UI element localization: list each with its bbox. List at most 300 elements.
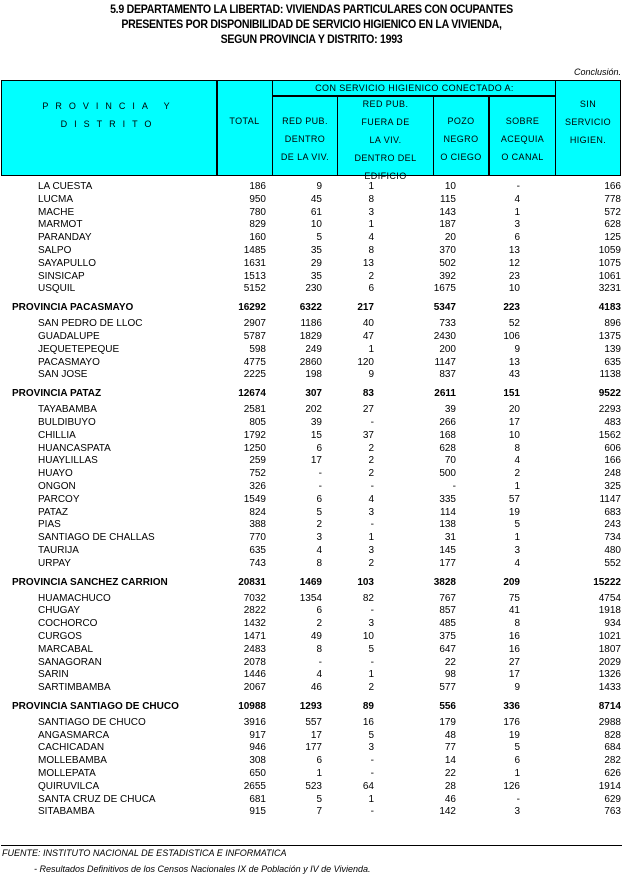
- cell-red-fuera: 2: [368, 442, 374, 454]
- cell-pozo: 200: [439, 343, 456, 355]
- cell-red-fuera: 1: [368, 181, 374, 192]
- row-name: COCHORCO: [38, 618, 98, 630]
- row-name: ONGON: [38, 480, 76, 492]
- cell-red-fuera: -: [370, 755, 374, 767]
- header-col4-line: O CANAL: [501, 152, 544, 162]
- cell-acequia: 17: [508, 416, 520, 428]
- row-name: SAYAPULLO: [38, 257, 96, 269]
- header-col4-line: SOBRE: [505, 116, 540, 126]
- cell-red-fuera: 103: [357, 576, 374, 588]
- cell-acequia: 6: [514, 755, 520, 767]
- district-row: [0, 644, 623, 657]
- cell-red-fuera: -: [370, 806, 374, 818]
- cell-sin-servicio: 15222: [593, 576, 621, 588]
- district-row: [0, 443, 623, 456]
- cell-acequia: 57: [508, 493, 520, 505]
- district-row: [0, 593, 623, 606]
- header-col4: [490, 112, 555, 166]
- cell-sin-servicio: 1138: [599, 369, 621, 381]
- cell-sin-servicio: 282: [604, 755, 621, 767]
- cell-total: 259: [249, 455, 266, 467]
- cell-sin-servicio: 9522: [598, 388, 621, 400]
- cell-acequia: -: [516, 793, 520, 805]
- cell-total: 3916: [243, 716, 266, 728]
- cell-pozo: 22: [444, 768, 456, 780]
- cell-red-fuera: 4: [368, 232, 374, 244]
- cell-pozo: 485: [439, 618, 456, 630]
- row-name: SANTIAGO DE CHUCO: [38, 716, 146, 728]
- cell-total: 743: [249, 557, 266, 569]
- cell-total: 2078: [243, 656, 266, 668]
- cell-red-dentro: 35: [310, 270, 322, 282]
- cell-pozo: 187: [439, 219, 456, 231]
- cell-red-dentro: 9: [316, 181, 322, 192]
- cell-red-fuera: 6: [368, 283, 374, 295]
- cell-red-fuera: 1: [368, 793, 374, 805]
- cell-sin-servicio: 4754: [598, 592, 621, 604]
- cell-red-fuera: 3: [368, 206, 374, 218]
- cell-red-dentro: 1829: [299, 330, 322, 342]
- cell-total: 829: [249, 219, 266, 231]
- cell-acequia: 4: [514, 557, 520, 569]
- cell-red-dentro: 29: [310, 257, 322, 269]
- cell-acequia: 3: [514, 219, 520, 231]
- district-row: [0, 605, 623, 618]
- cell-sin-servicio: 763: [604, 806, 621, 818]
- source-detail: - Resultados Definitivos de los Censos Nacionales IX de Población y IV de Vivienda.: [34, 864, 371, 874]
- cell-pozo: 733: [439, 318, 456, 330]
- cell-pozo: 48: [444, 729, 456, 741]
- cell-red-dentro: 4: [316, 669, 322, 681]
- cell-red-dentro: 1: [316, 768, 322, 780]
- cell-red-dentro: 1469: [299, 576, 322, 588]
- footer-divider: [1, 845, 622, 846]
- district-row: [0, 258, 623, 271]
- row-name: MARMOT: [38, 219, 83, 231]
- header-col2: [338, 95, 433, 185]
- district-row: [0, 618, 623, 631]
- cell-acequia: 336: [503, 700, 520, 712]
- row-name: PROVINCIA PACASMAYO: [12, 302, 134, 314]
- district-row: [0, 404, 623, 417]
- cell-sin-servicio: 325: [604, 480, 621, 492]
- cell-red-fuera: 4: [368, 493, 374, 505]
- cell-pozo: 502: [439, 257, 456, 269]
- cell-acequia: 17: [508, 669, 520, 681]
- cell-total: 2067: [243, 682, 266, 694]
- cell-sin-servicio: 1918: [598, 605, 621, 617]
- cell-total: 1485: [243, 244, 266, 256]
- district-row: [0, 455, 623, 468]
- cell-sin-servicio: 684: [604, 742, 621, 754]
- cell-acequia: 5: [514, 742, 520, 754]
- cell-acequia: 52: [508, 318, 520, 330]
- cell-red-dentro: 198: [305, 369, 322, 381]
- cell-total: 946: [249, 742, 266, 754]
- cell-sin-servicio: 166: [604, 181, 621, 192]
- cell-red-dentro: 17: [310, 729, 322, 741]
- cell-pozo: 392: [439, 270, 456, 282]
- district-row: [0, 519, 623, 532]
- cell-red-fuera: 64: [362, 780, 374, 792]
- district-row: [0, 357, 623, 370]
- row-name: USQUIL: [38, 283, 76, 295]
- row-name: BULDIBUYO: [38, 416, 96, 428]
- cell-sin-servicio: 828: [604, 729, 621, 741]
- cell-red-dentro: 6: [316, 442, 322, 454]
- cell-acequia: 4: [514, 193, 520, 205]
- district-row: [0, 682, 623, 695]
- cell-red-dentro: 230: [305, 283, 322, 295]
- cell-red-fuera: 83: [362, 388, 374, 400]
- cell-total: 160: [249, 232, 266, 244]
- cell-sin-servicio: 166: [604, 455, 621, 467]
- header-col1-line: DE LA VIV.: [280, 152, 330, 162]
- cell-total: 2483: [243, 643, 266, 655]
- cell-red-dentro: 17: [310, 455, 322, 467]
- row-name: PROVINCIA SANTIAGO DE CHUCO: [12, 700, 179, 712]
- cell-red-dentro: 6: [316, 605, 322, 617]
- province-row: [0, 385, 623, 403]
- row-name: SITABAMBA: [38, 806, 95, 818]
- cell-total: 805: [249, 416, 266, 428]
- cell-total: 917: [249, 729, 266, 741]
- district-row: [0, 730, 623, 743]
- cell-total: 950: [249, 193, 266, 205]
- cell-red-fuera: 3: [368, 506, 374, 518]
- district-row: [0, 532, 623, 545]
- cell-red-fuera: 217: [357, 302, 374, 314]
- title-line-1: 5.9 DEPARTAMENTO LA LIBERTAD: VIVIENDAS PARTICULARES CON OCUPANTES: [110, 4, 513, 16]
- cell-sin-servicio: 626: [604, 768, 621, 780]
- district-row: [0, 232, 623, 245]
- header-total: TOTAL: [229, 116, 260, 126]
- cell-red-dentro: 5: [316, 793, 322, 805]
- cell-pozo: 375: [439, 630, 456, 642]
- cell-pozo: 2430: [433, 330, 456, 342]
- title-line-3: SEGUN PROVINCIA Y DISTRITO: 1993: [220, 34, 403, 46]
- cell-sin-servicio: 1562: [598, 429, 621, 441]
- cell-sin-servicio: 2029: [598, 656, 621, 668]
- cell-pozo: 20: [444, 232, 456, 244]
- cell-red-dentro: 45: [310, 193, 322, 205]
- cell-total: 2225: [243, 369, 266, 381]
- cell-pozo: 31: [444, 532, 456, 544]
- district-row: [0, 806, 623, 819]
- cell-red-fuera: 2: [368, 455, 374, 467]
- cell-pozo: 77: [444, 742, 456, 754]
- row-name: URPAY: [38, 557, 71, 569]
- cell-pozo: 3828: [433, 576, 456, 588]
- cell-red-dentro: 1186: [300, 318, 322, 330]
- district-row: [0, 468, 623, 481]
- cell-red-fuera: -: [370, 519, 374, 531]
- row-name: CHILLIA: [38, 429, 76, 441]
- district-row: [0, 781, 623, 794]
- cell-total: 12674: [238, 388, 266, 400]
- cell-red-dentro: 557: [305, 716, 322, 728]
- cell-acequia: 1: [514, 206, 520, 218]
- cell-red-fuera: 1: [368, 532, 374, 544]
- cell-pozo: 370: [439, 244, 456, 256]
- cell-acequia: 151: [503, 388, 520, 400]
- cell-red-dentro: 6: [316, 755, 322, 767]
- row-name: SARIN: [38, 669, 69, 681]
- district-row: [0, 417, 623, 430]
- cell-red-dentro: 46: [310, 682, 322, 694]
- cell-sin-servicio: 125: [604, 232, 621, 244]
- cell-total: 1432: [243, 618, 266, 630]
- cell-total: 2907: [243, 318, 266, 330]
- cell-pozo: 143: [439, 206, 456, 218]
- cell-red-fuera: -: [370, 656, 374, 668]
- cell-pozo: -: [452, 480, 456, 492]
- header-col5-line: HIGIEN.: [569, 135, 607, 145]
- header-col3-line: NEGRO: [443, 134, 479, 144]
- row-name: SINSICAP: [38, 270, 85, 282]
- district-row: [0, 755, 623, 768]
- district-row: [0, 194, 623, 207]
- cell-sin-servicio: 2988: [598, 716, 621, 728]
- cell-sin-servicio: 2293: [598, 404, 621, 416]
- cell-acequia: 19: [508, 506, 520, 518]
- row-name: MARCABAL: [38, 643, 94, 655]
- row-name: TAURIJA: [38, 544, 79, 556]
- cell-red-dentro: -: [318, 480, 322, 492]
- cell-total: 1792: [243, 429, 266, 441]
- header-col5-line: SERVICIO: [564, 117, 612, 127]
- cell-pozo: 145: [439, 544, 456, 556]
- cell-sin-servicio: 1059: [598, 244, 621, 256]
- cell-red-fuera: 5: [368, 643, 374, 655]
- cell-acequia: -: [516, 181, 520, 192]
- cell-acequia: 223: [503, 302, 520, 314]
- district-row: [0, 219, 623, 232]
- cell-pozo: 168: [439, 429, 456, 441]
- cell-red-fuera: 3: [368, 544, 374, 556]
- header-col5-line: SIN: [579, 99, 597, 109]
- cell-total: 598: [249, 343, 266, 355]
- row-name: HUAYO: [38, 468, 73, 480]
- row-name: MOLLEBAMBA: [38, 755, 107, 767]
- header-provincia: [2, 97, 217, 133]
- cell-total: 752: [249, 468, 266, 480]
- header-col1: [273, 112, 337, 166]
- cell-sin-servicio: 552: [604, 557, 621, 569]
- cell-acequia: 13: [508, 356, 520, 368]
- row-name: MACHE: [38, 206, 75, 218]
- cell-acequia: 10: [508, 429, 520, 441]
- cell-red-dentro: 1293: [299, 700, 322, 712]
- cell-red-dentro: 307: [305, 388, 322, 400]
- cell-red-fuera: -: [370, 768, 374, 780]
- cell-acequia: 209: [503, 576, 520, 588]
- row-name: PARCOY: [38, 493, 80, 505]
- cell-acequia: 5: [514, 519, 520, 531]
- cell-acequia: 3: [514, 544, 520, 556]
- cell-red-fuera: 37: [362, 429, 374, 441]
- row-name: PIAS: [38, 519, 61, 531]
- cell-total: 4775: [243, 356, 266, 368]
- district-row: [0, 481, 623, 494]
- cell-pozo: 98: [444, 669, 456, 681]
- row-name: GUADALUPE: [38, 330, 100, 342]
- table-header: [1, 80, 621, 181]
- cell-red-dentro: 202: [305, 404, 322, 416]
- row-name: SAN PEDRO DE LLOC: [38, 318, 143, 330]
- cell-pozo: 39: [444, 404, 456, 416]
- header-col3-line: POZO: [447, 116, 475, 126]
- row-name: HUAMACHUCO: [38, 592, 111, 604]
- cell-acequia: 27: [508, 656, 520, 668]
- cell-total: 1631: [243, 257, 266, 269]
- cell-red-fuera: 16: [362, 716, 374, 728]
- cell-red-dentro: 249: [305, 343, 322, 355]
- header-col4-line: ACEQUIA: [500, 134, 545, 144]
- row-name: SANTIAGO DE CHALLAS: [38, 532, 155, 544]
- row-name: MOLLEPATA: [38, 768, 96, 780]
- cell-acequia: 8: [514, 442, 520, 454]
- cell-red-dentro: 6: [316, 493, 322, 505]
- row-name: SAN JOSE: [38, 369, 88, 381]
- province-row: [0, 698, 623, 716]
- cell-pozo: 14: [444, 755, 456, 767]
- cell-red-dentro: 61: [310, 206, 322, 218]
- cell-pozo: 179: [439, 716, 456, 728]
- row-name: CACHICADAN: [38, 742, 105, 754]
- cell-red-fuera: 120: [357, 356, 374, 368]
- table-body: [0, 181, 623, 819]
- cell-pozo: 1147: [434, 356, 456, 368]
- cell-total: 770: [249, 532, 266, 544]
- cell-sin-servicio: 778: [604, 193, 621, 205]
- row-name: TAYABAMBA: [38, 404, 97, 416]
- cell-sin-servicio: 629: [604, 793, 621, 805]
- table-title: [25, 3, 598, 48]
- cell-total: 650: [249, 768, 266, 780]
- cell-acequia: 10: [508, 283, 520, 295]
- cell-red-dentro: 2860: [299, 356, 322, 368]
- cell-pozo: 647: [439, 643, 456, 655]
- cell-sin-servicio: 1061: [598, 270, 621, 282]
- district-row: [0, 283, 623, 296]
- cell-total: 388: [249, 519, 266, 531]
- district-row: [0, 318, 623, 331]
- cell-red-fuera: 1: [368, 669, 374, 681]
- cell-red-fuera: 40: [362, 318, 374, 330]
- header-col1-line: DENTRO: [284, 134, 326, 144]
- cell-sin-servicio: 1075: [598, 257, 621, 269]
- cell-acequia: 1: [514, 768, 520, 780]
- cell-acequia: 16: [508, 630, 520, 642]
- header-provincia-line: PROVINCIA Y: [42, 101, 177, 111]
- cell-pozo: 500: [439, 468, 456, 480]
- cell-pozo: 142: [439, 806, 456, 818]
- cell-red-fuera: 2: [368, 270, 374, 282]
- cell-acequia: 23: [508, 270, 520, 282]
- cell-red-fuera: 9: [368, 369, 374, 381]
- cell-red-fuera: 2: [368, 682, 374, 694]
- cell-red-dentro: 523: [305, 780, 322, 792]
- cell-sin-servicio: 606: [604, 442, 621, 454]
- cell-acequia: 8: [514, 618, 520, 630]
- cell-total: 1250: [243, 442, 266, 454]
- cell-sin-servicio: 1326: [598, 669, 621, 681]
- district-row: [0, 181, 623, 194]
- row-name: SALPO: [38, 244, 72, 256]
- cell-sin-servicio: 635: [604, 356, 621, 368]
- cell-red-dentro: 3: [316, 532, 322, 544]
- row-name: CHUGAY: [38, 605, 81, 617]
- cell-sin-servicio: 4183: [598, 302, 621, 314]
- cell-total: 780: [249, 206, 266, 218]
- cell-total: 7032: [243, 592, 266, 604]
- cell-red-fuera: 10: [362, 630, 374, 642]
- cell-red-dentro: 49: [310, 630, 322, 642]
- cell-pozo: 5347: [433, 302, 456, 314]
- district-row: [0, 369, 623, 382]
- row-name: LA CUESTA: [38, 181, 93, 192]
- cell-pozo: 1675: [433, 283, 456, 295]
- cell-pozo: 115: [440, 193, 456, 205]
- cell-pozo: 577: [439, 682, 456, 694]
- title-line-2: PRESENTES POR DISPONIBILIDAD DE SERVICIO HIGIENICO EN LA VIVIENDA,: [121, 19, 502, 31]
- cell-red-fuera: -: [370, 416, 374, 428]
- row-name: PROVINCIA SANCHEZ CARRION: [12, 576, 168, 588]
- cell-pozo: 138: [439, 519, 456, 531]
- cell-sin-servicio: 628: [604, 219, 621, 231]
- cell-pozo: 2611: [434, 388, 456, 400]
- cell-pozo: 767: [439, 592, 456, 604]
- header-col3: [434, 112, 488, 166]
- cell-red-fuera: 1: [368, 219, 374, 231]
- cell-pozo: 114: [440, 506, 456, 518]
- cell-sin-servicio: 480: [604, 544, 621, 556]
- cell-total: 1446: [243, 669, 266, 681]
- cell-red-dentro: -: [318, 468, 322, 480]
- cell-red-dentro: 177: [305, 742, 322, 754]
- district-row: [0, 669, 623, 682]
- cell-acequia: 2: [514, 468, 520, 480]
- cell-sin-servicio: 1375: [598, 330, 621, 342]
- cell-pozo: 28: [444, 780, 456, 792]
- cell-sin-servicio: 934: [604, 618, 621, 630]
- cell-red-dentro: 10: [310, 219, 322, 231]
- cell-red-fuera: 8: [368, 244, 374, 256]
- row-name: JEQUETEPEQUE: [38, 343, 120, 355]
- cell-pozo: 46: [444, 793, 456, 805]
- cell-total: 1513: [243, 270, 266, 282]
- province-row: [0, 299, 623, 317]
- cell-sin-servicio: 1914: [598, 780, 621, 792]
- cell-acequia: 41: [508, 605, 520, 617]
- cell-total: 10988: [238, 700, 266, 712]
- district-row: [0, 507, 623, 520]
- cell-acequia: 126: [503, 780, 520, 792]
- cell-total: 326: [249, 480, 266, 492]
- district-row: [0, 494, 623, 507]
- cell-red-dentro: 8: [316, 557, 322, 569]
- cell-sin-servicio: 1147: [599, 493, 621, 505]
- cell-total: 2822: [243, 605, 266, 617]
- row-name: ANGASMARCA: [38, 729, 110, 741]
- cell-sin-servicio: 572: [604, 206, 621, 218]
- row-name: SANTA CRUZ DE CHUCA: [38, 793, 156, 805]
- cell-sin-servicio: 248: [604, 468, 621, 480]
- cell-total: 5152: [243, 283, 266, 295]
- header-col2-line: FUERA DE: [361, 117, 410, 127]
- cell-red-fuera: 1: [368, 343, 374, 355]
